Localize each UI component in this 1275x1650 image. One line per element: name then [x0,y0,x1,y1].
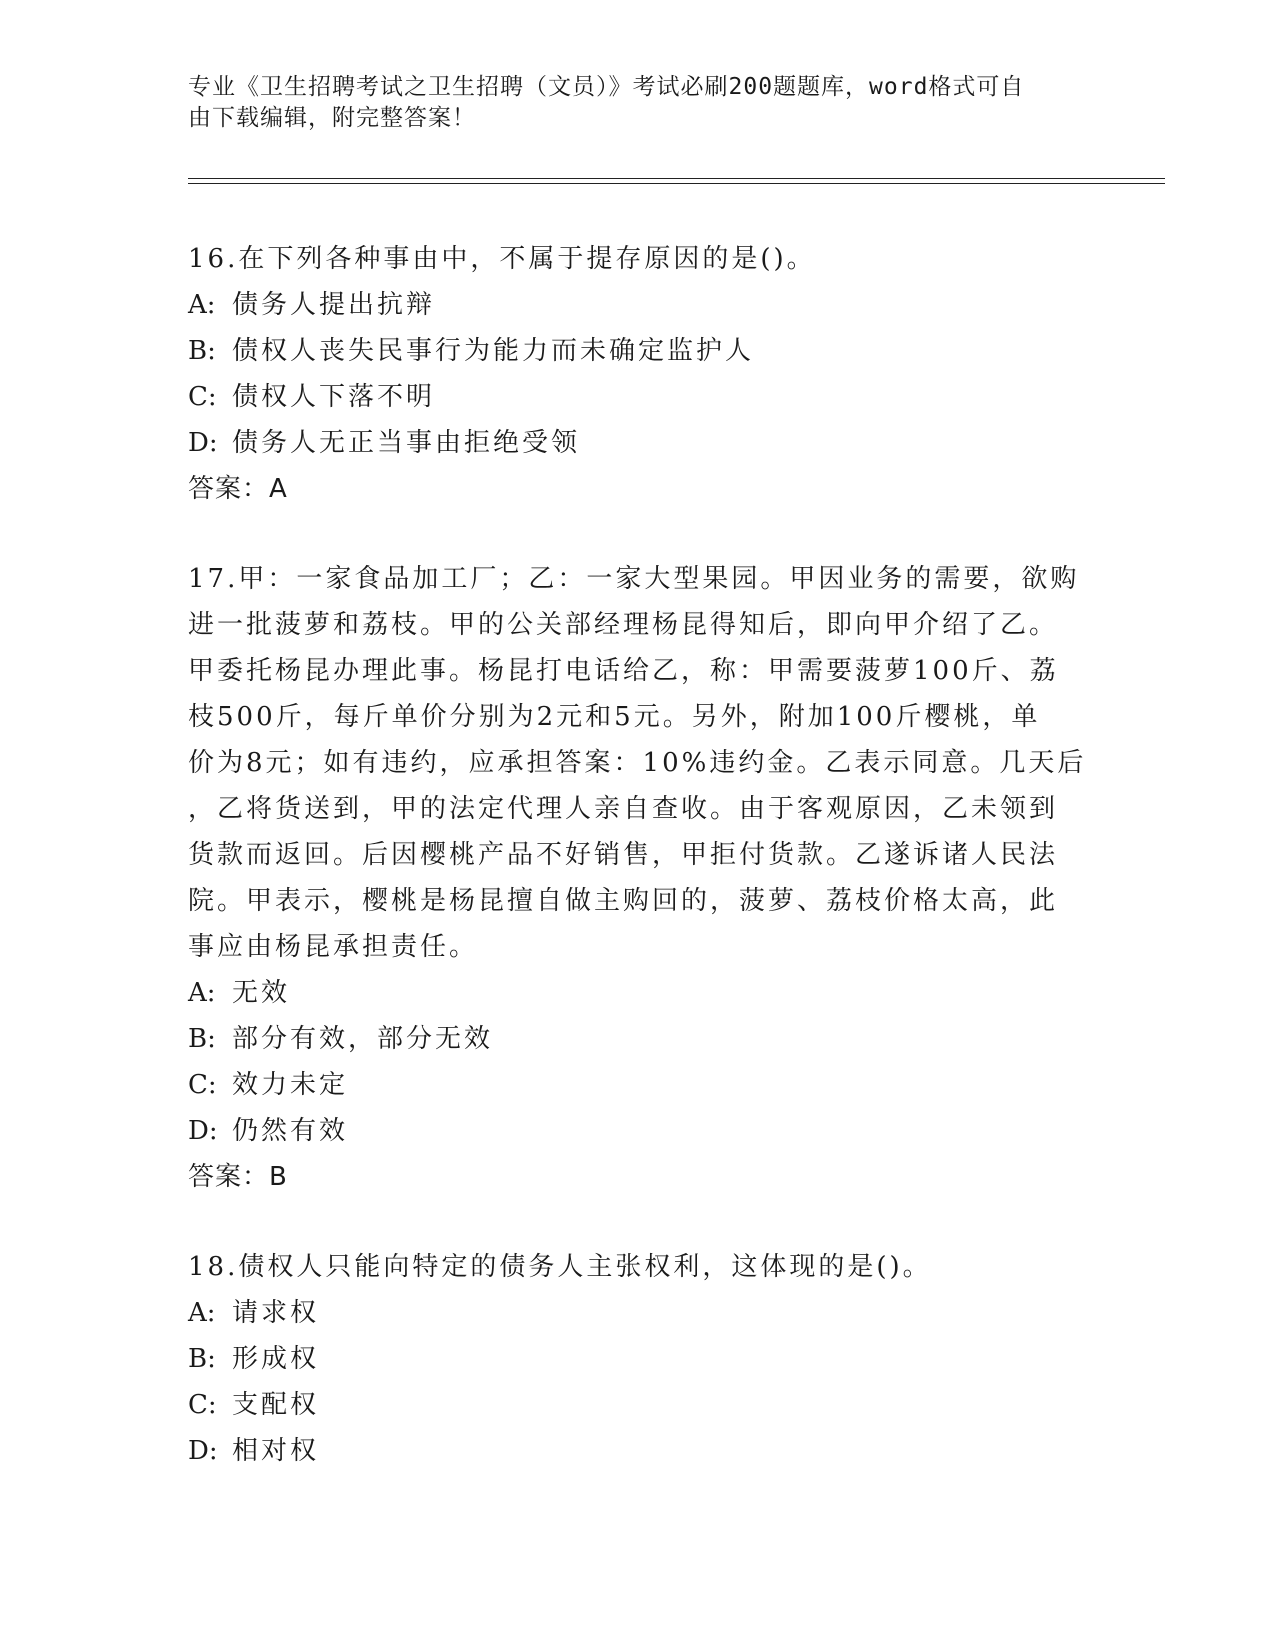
option-d [188,1428,1088,1474]
option-text: 形成权 [232,1344,320,1374]
question-16 [188,236,1088,512]
option-text: 请求权 [232,1298,320,1328]
document-header [188,72,1088,134]
option-a [188,282,1088,328]
option-d [188,420,1088,466]
option-c [188,1382,1088,1428]
question-17 [188,556,1088,1200]
question-stem-line: 货款而返回。后因樱桃产品不好销售，甲拒付货款。乙遂诉诸人民法 [188,840,1059,870]
option-a [188,970,1088,1016]
question-spacer [188,1200,1088,1244]
question-stem-line: 甲委托杨昆办理此事。杨昆打电话给乙，称：甲需要菠萝100斤、荔 [188,656,1059,686]
option-text: 无效 [232,978,291,1008]
option-text: 相对权 [232,1436,320,1466]
option-c [188,374,1088,420]
option-text: 债务人无正当事由拒绝受领 [232,428,581,458]
option-letter: B: [188,1024,216,1054]
question-stem: 16.在下列各种事由中，不属于提存原因的是()。 [188,244,816,274]
question-stem-line: 事应由杨昆承担责任。 [188,932,479,962]
question-list [188,236,1088,1474]
option-letter: B: [188,336,216,366]
question-stem: 18.债权人只能向特定的债务人主张权利，这体现的是()。 [188,1252,932,1282]
option-text: 债权人丧失民事行为能力而未确定监护人 [232,336,755,366]
option-letter: D: [188,1436,218,1466]
option-c [188,1062,1088,1108]
option-letter: A: [188,1298,216,1328]
question-18 [188,1244,1088,1474]
option-b [188,1016,1088,1062]
answer-line: 答案：A [188,474,288,504]
header-divider-top [188,178,1165,179]
option-letter: D: [188,428,218,458]
option-a [188,1290,1088,1336]
option-text: 支配权 [232,1390,320,1420]
header-divider-bottom [188,183,1165,184]
header-line-2: 由下载编辑，附完整答案！ [188,105,476,131]
option-letter: C: [188,1070,217,1100]
option-b [188,328,1088,374]
answer-line: 答案：B [188,1162,288,1192]
option-text: 债权人下落不明 [232,382,436,412]
option-letter: A: [188,978,216,1008]
header-line-1: 专业《卫生招聘考试之卫生招聘（文员）》考试必刷200题题库，word格式可自 [188,74,1025,100]
question-stem-line: ，乙将货送到，甲的法定代理人亲自查收。由于客观原因，乙未领到 [188,794,1059,824]
option-letter: C: [188,382,217,412]
option-letter: C: [188,1390,217,1420]
question-stem-line: 17.甲：一家食品加工厂；乙：一家大型果园。甲因业务的需要，欲购 [188,564,1080,594]
question-stem-line: 枝500斤，每斤单价分别为2元和5元。另外，附加100斤樱桃，单 [188,702,1041,732]
option-letter: D: [188,1116,218,1146]
question-stem-line: 价为8元；如有违约，应承担答案：10%违约金。乙表示同意。几天后 [188,748,1087,778]
option-d [188,1108,1088,1154]
option-text: 效力未定 [232,1070,349,1100]
option-text: 仍然有效 [232,1116,349,1146]
option-text: 债务人提出抗辩 [232,290,436,320]
option-letter: A: [188,290,216,320]
option-letter: B: [188,1344,216,1374]
option-text: 部分有效，部分无效 [232,1024,494,1054]
option-b [188,1336,1088,1382]
question-spacer [188,512,1088,556]
question-stem-line: 进一批菠萝和荔枝。甲的公关部经理杨昆得知后，即向甲介绍了乙。 [188,610,1059,640]
question-stem-line: 院。甲表示，樱桃是杨昆擅自做主购回的，菠萝、荔枝价格太高，此 [188,886,1059,916]
